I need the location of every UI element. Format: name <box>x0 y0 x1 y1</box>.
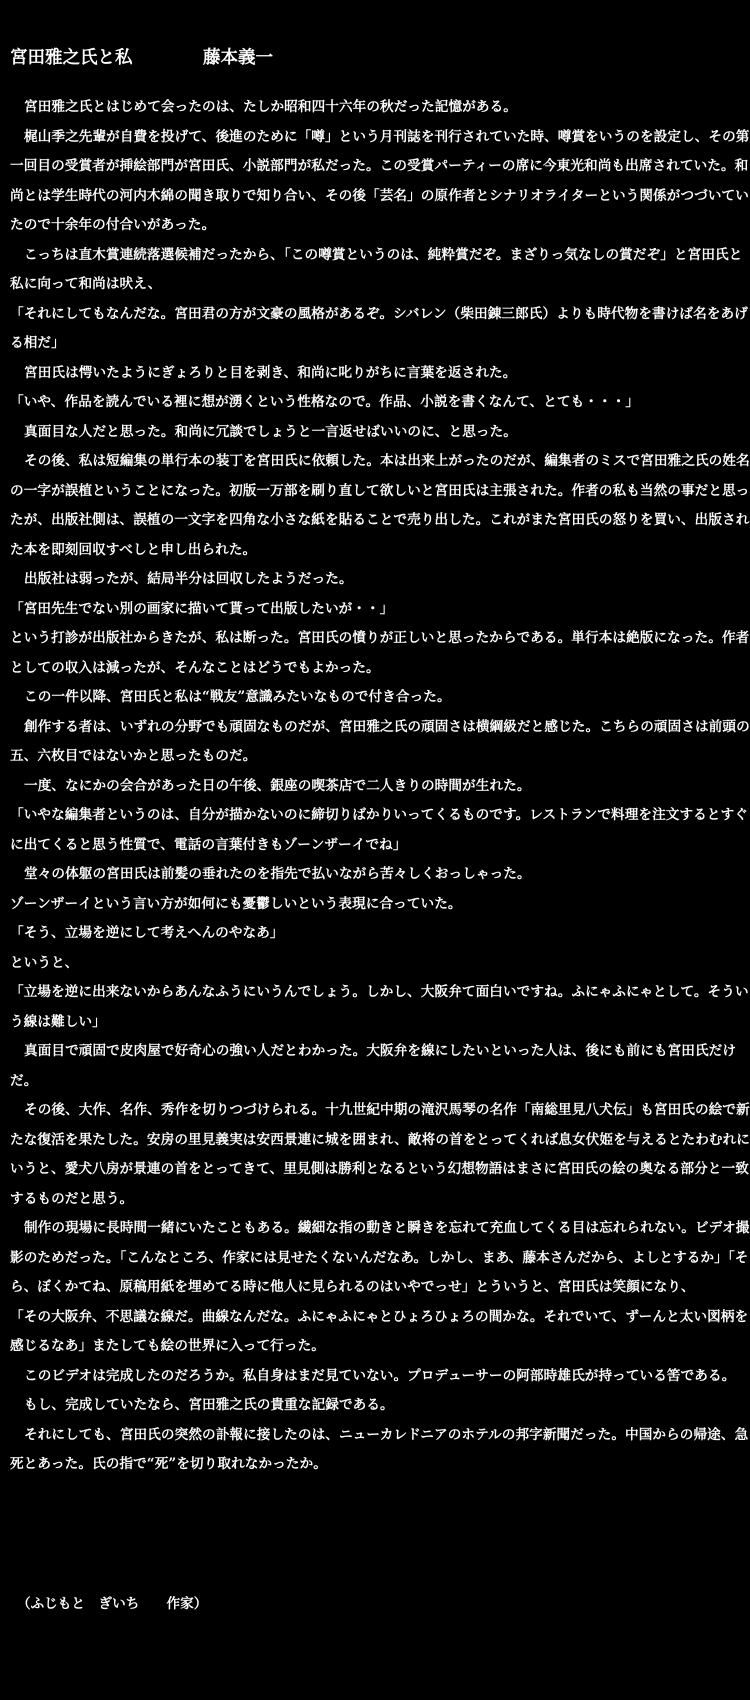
article-paragraph: 「その大阪弁、不思議な線だ。曲線なんだな。ふにゃふにゃとひょろひょろの間かな。それでいて、ずーんと太い図柄を感じるなあ」またしても絵の世界に入って行った。 <box>10 1308 749 1354</box>
article-paragraph: 「立場を逆に出来ないからあんなふうにいうんでしょう。しかし、大阪弁て面白いですね。ふにゃふにゃとして。そういう線は難しい」 <box>10 984 749 1030</box>
article-paragraph: 宮田雅之氏とはじめて会ったのは、たしか昭和四十六年の秋だった記憶がある。 <box>24 99 517 115</box>
article-paragraph: 真面目で頑固で皮肉屋で好奇心の強い人だとわかった。大阪弁を線にしたいといった人は、後にも前にも宮田氏だけだ。 <box>10 1043 737 1089</box>
author-signature: （ふじもと ぎいち 作家） <box>17 1596 208 1612</box>
article-paragraph: もし、完成していたなら、宮田雅之氏の貴重な記録である。 <box>24 1397 394 1413</box>
article-paragraph: この一件以降、宮田氏と私は“戦友”意識みたいなもので付き合った。 <box>24 689 451 705</box>
article-paragraph: このビデオは完成したのだろうか。私自身はまだ見ていない。プロデューサーの阿部時雄氏が持っている筈である。 <box>24 1367 736 1384</box>
article-paragraph: 真面目な人だと思った。和尚に冗談でしょうと一言返せばいいのに、と思った。 <box>24 423 517 440</box>
article-paragraph: 創作する者は、いずれの分野でも頑固なものだが、宮田雅之氏の頑固さは横綱級だと感じた。こちらの頑固さは前頭の五、六枚目ではないかと思ったものだ。 <box>10 718 750 764</box>
article-paragraph: 梶山季之先輩が自費を投げて、後進のために「噂」という月刊誌を刊行されていた時、噂賞をいうのを設定し、その第一回目の受賞者が挿絵部門が宮田氏、小説部門が私だった。この受賞パーティーの席に今東光和尚も出席されていた。和尚とは学生時代の河内木綿の聞き取りで知り合い、その後「芸名」の原作者とシナリオライターという関係がつづいていたので十余年の付合いがあった。 <box>10 128 750 233</box>
article-author: 藤本義一 <box>203 48 273 68</box>
article-body <box>10 93 750 1480</box>
article-paragraph: 堂々の体躯の宮田氏は前髪の垂れたのを指先で払いながら苦々しくおっしゃった。 <box>24 866 531 882</box>
article-title: 宮田雅之氏と私 <box>10 48 133 68</box>
article-paragraph: 一度、なにかの会合があった日の午後、銀座の喫茶店で二人きりの時間が生れた。 <box>24 777 531 794</box>
article-paragraph: 「いやな編集者というのは、自分が描かないのに締切りばかりいってくるものです。レストランで料理を注文するとすぐに出てくると思う性質で、電話の言葉付きもゾーンザーイでね」 <box>10 807 748 853</box>
article-paragraph: 「宮田先生でない別の画家に描いて貰って出版したいが・・」 <box>10 600 394 617</box>
article-paragraph: ゾーンザーイという言い方が如何にも憂鬱しいという表現に合っていた。 <box>10 895 462 912</box>
article-paragraph: というと、 <box>10 954 79 971</box>
article-paragraph: 「いや、作品を読んでいる裡に想が湧くという性格なので。作品、小説を書くなんて、とても・・・」 <box>10 394 640 410</box>
article-header <box>10 44 748 70</box>
article-paragraph: 「そう、立場を逆にして考えへんのやなあ」 <box>10 925 284 941</box>
article-paragraph: その後、私は短編集の単行本の装丁を宮田氏に依頼した。本は出来上がったのだが、編集者のミスで宮田雅之氏の姓名の一字が誤植ということになった。初版一万部を刷り直して欲しいと宮田氏は主張された。作者の私も当然の事だと思ったが、出版社側は、誤植の一文字を四角な小さな紙を貼ることで売り出した。これがまた宮田氏の怒りを買い、出版された本を即刻回収すべしと申し出られた。 <box>10 453 750 558</box>
article-paragraph: それにしても、宮田氏の突然の訃報に接したのは、ニューカレドニアのホテルの邦字新聞だった。中国からの帰途、急死とあった。氏の指で“死”を切り取れなかったか。 <box>10 1426 749 1472</box>
article-paragraph: 出版社は弱ったが、結局半分は回収したようだった。 <box>24 571 353 587</box>
article-paragraph: その後、大作、名作、秀作を切りつづけられる。十九世紀中期の滝沢馬琴の名作「南総里見八犬伝」も宮田氏の絵で新たな復活を果たした。安房の里見義実は安西景連に城を囲まれ、敵将の首をとってくれば息女伏姫を与えるとたわむれにいうと、愛犬八房が景連の首をとってきて、里見側は勝利となるという幻想物語はまさに宮田氏の絵の奥なる部分と一致するものだと思う。 <box>10 1102 750 1207</box>
article-paragraph: 宮田氏は愕いたようにぎょろりと目を剥き、和尚に叱りがちに言葉を返された。 <box>24 364 517 381</box>
article-paragraph: こっちは直木賞連続落選候補だったから、「この噂賞というのは、純粋賞だぞ。まざりっ気なしの賞だぞ」と宮田氏と私に向って和尚は吠え、 <box>10 246 743 292</box>
article-paragraph: 「それにしてもなんだな。宮田君の方が文豪の風格があるぞ。シバレン（柴田錬三郎氏）よりも時代物を書けば名をあげる相だ」 <box>10 305 748 351</box>
article-paragraph: という打診が出版社からきたが、私は断った。宮田氏の憤りが正しいと思ったからである。単行本は絶版になった。作者としての収入は減ったが、そんなことはどうでもよかった。 <box>10 630 750 676</box>
article-paragraph: 制作の現場に長時間一緒にいたこともある。繊細な指の動きと瞬きを忘れて充血してくる目は忘れられない。ビデオ撮影のためだった。「こんなところ、作家には見せたくないんだなあ。しかし、まあ、藤本さんだから、よしとするか」「そら、ぼくかてね、原稿用紙を埋めてる時に他人に見られるのはいやでっせ」とういうと、宮田氏は笑顔になり、 <box>10 1220 750 1295</box>
